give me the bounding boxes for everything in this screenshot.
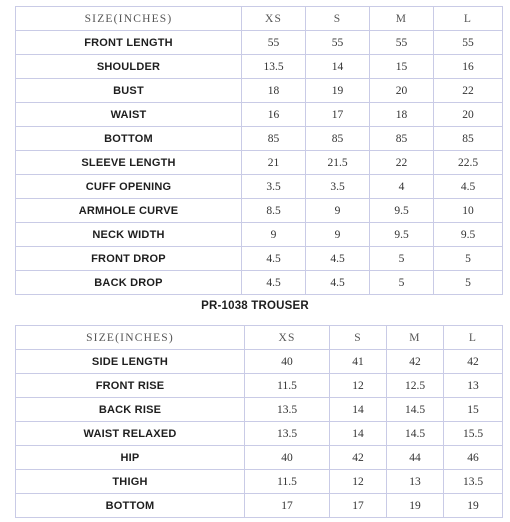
measurement-value: 11.5 (245, 470, 330, 494)
table-row (16, 103, 503, 127)
table-row (16, 175, 503, 199)
measurement-value: 46 (444, 446, 503, 470)
measurement-value: 19 (306, 79, 370, 103)
table-row (16, 55, 503, 79)
measurement-label: SHOULDER (16, 55, 242, 79)
measurement-label: BACK DROP (16, 271, 242, 295)
table-row (16, 470, 503, 494)
size-header-cell: SIZE(INCHES) (16, 326, 245, 350)
size-column-header: L (434, 7, 503, 31)
measurement-value: 12 (330, 374, 387, 398)
measurement-value: 3.5 (242, 175, 306, 199)
measurement-value: 17 (306, 103, 370, 127)
measurement-value: 19 (387, 494, 444, 518)
measurement-label: FRONT RISE (16, 374, 245, 398)
measurement-value: 8.5 (242, 199, 306, 223)
measurement-value: 20 (434, 103, 503, 127)
size-column-header: S (306, 7, 370, 31)
table-row (16, 271, 503, 295)
measurement-value: 22 (434, 79, 503, 103)
measurement-value: 3.5 (306, 175, 370, 199)
measurement-value: 13.5 (242, 55, 306, 79)
measurement-value: 85 (242, 127, 306, 151)
table-row (16, 350, 503, 374)
measurement-value: 42 (444, 350, 503, 374)
measurement-value: 13.5 (245, 398, 330, 422)
measurement-value: 42 (330, 446, 387, 470)
measurement-value: 5 (370, 271, 434, 295)
trouser-section-title: PR-1038 TROUSER (201, 300, 309, 312)
table-row (16, 199, 503, 223)
measurement-value: 55 (306, 31, 370, 55)
size-column-header: S (330, 326, 387, 350)
measurement-value: 5 (434, 247, 503, 271)
measurement-value: 55 (370, 31, 434, 55)
measurement-value: 18 (370, 103, 434, 127)
table-row (16, 374, 503, 398)
size-column-header: M (387, 326, 444, 350)
size-column-header: XS (245, 326, 330, 350)
measurement-value: 13.5 (444, 470, 503, 494)
measurement-value: 14 (330, 422, 387, 446)
measurement-label: NECK WIDTH (16, 223, 242, 247)
header-row (16, 326, 503, 350)
table-row (16, 151, 503, 175)
table-row (16, 79, 503, 103)
measurement-value: 9 (306, 199, 370, 223)
kurta-size-table-body (16, 7, 503, 295)
measurement-value: 22 (370, 151, 434, 175)
measurement-value: 15 (444, 398, 503, 422)
measurement-value: 4 (370, 175, 434, 199)
measurement-value: 9.5 (370, 223, 434, 247)
measurement-value: 44 (387, 446, 444, 470)
measurement-value: 14.5 (387, 422, 444, 446)
measurement-value: 13 (444, 374, 503, 398)
measurement-value: 17 (245, 494, 330, 518)
size-column-header: L (444, 326, 503, 350)
measurement-label: SIDE LENGTH (16, 350, 245, 374)
size-column-header: M (370, 7, 434, 31)
measurement-value: 4.5 (306, 271, 370, 295)
measurement-value: 11.5 (245, 374, 330, 398)
measurement-value: 17 (330, 494, 387, 518)
measurement-value: 9 (306, 223, 370, 247)
measurement-value: 12 (330, 470, 387, 494)
measurement-label: BOTTOM (16, 494, 245, 518)
measurement-label: WAIST RELAXED (16, 422, 245, 446)
trouser-size-table (15, 325, 503, 518)
measurement-value: 5 (434, 271, 503, 295)
measurement-value: 13.5 (245, 422, 330, 446)
table-row (16, 446, 503, 470)
measurement-value: 13 (387, 470, 444, 494)
measurement-value: 9.5 (370, 199, 434, 223)
measurement-value: 22.5 (434, 151, 503, 175)
measurement-value: 4.5 (242, 271, 306, 295)
measurement-value: 40 (245, 350, 330, 374)
kurta-size-table (15, 6, 503, 295)
table-row (16, 31, 503, 55)
measurement-label: THIGH (16, 470, 245, 494)
measurement-value: 14 (330, 398, 387, 422)
measurement-value: 19 (444, 494, 503, 518)
measurement-value: 18 (242, 79, 306, 103)
measurement-value: 85 (370, 127, 434, 151)
table-row (16, 398, 503, 422)
measurement-value: 85 (306, 127, 370, 151)
measurement-value: 40 (245, 446, 330, 470)
measurement-label: BOTTOM (16, 127, 242, 151)
measurement-value: 14.5 (387, 398, 444, 422)
measurement-value: 21.5 (306, 151, 370, 175)
table-row (16, 127, 503, 151)
size-column-header: XS (242, 7, 306, 31)
measurement-label: FRONT LENGTH (16, 31, 242, 55)
measurement-value: 9 (242, 223, 306, 247)
measurement-value: 10 (434, 199, 503, 223)
measurement-value: 55 (242, 31, 306, 55)
measurement-value: 4.5 (306, 247, 370, 271)
measurement-value: 16 (434, 55, 503, 79)
measurement-value: 4.5 (434, 175, 503, 199)
measurement-label: WAIST (16, 103, 242, 127)
measurement-label: FRONT DROP (16, 247, 242, 271)
measurement-value: 55 (434, 31, 503, 55)
measurement-value: 16 (242, 103, 306, 127)
measurement-value: 42 (387, 350, 444, 374)
measurement-value: 9.5 (434, 223, 503, 247)
measurement-value: 15.5 (444, 422, 503, 446)
measurement-value: 15 (370, 55, 434, 79)
measurement-value: 4.5 (242, 247, 306, 271)
measurement-value: 12.5 (387, 374, 444, 398)
table-row (16, 494, 503, 518)
table-row (16, 422, 503, 446)
header-row (16, 7, 503, 31)
size-header-cell: SIZE(INCHES) (16, 7, 242, 31)
measurement-value: 20 (370, 79, 434, 103)
measurement-value: 85 (434, 127, 503, 151)
measurement-value: 14 (306, 55, 370, 79)
table-row (16, 247, 503, 271)
measurement-label: BACK RISE (16, 398, 245, 422)
measurement-label: BUST (16, 79, 242, 103)
measurement-value: 5 (370, 247, 434, 271)
measurement-value: 21 (242, 151, 306, 175)
measurement-label: ARMHOLE CURVE (16, 199, 242, 223)
table-row (16, 223, 503, 247)
measurement-label: CUFF OPENING (16, 175, 242, 199)
measurement-value: 41 (330, 350, 387, 374)
measurement-label: SLEEVE LENGTH (16, 151, 242, 175)
trouser-size-table-body (16, 326, 503, 518)
measurement-label: HIP (16, 446, 245, 470)
